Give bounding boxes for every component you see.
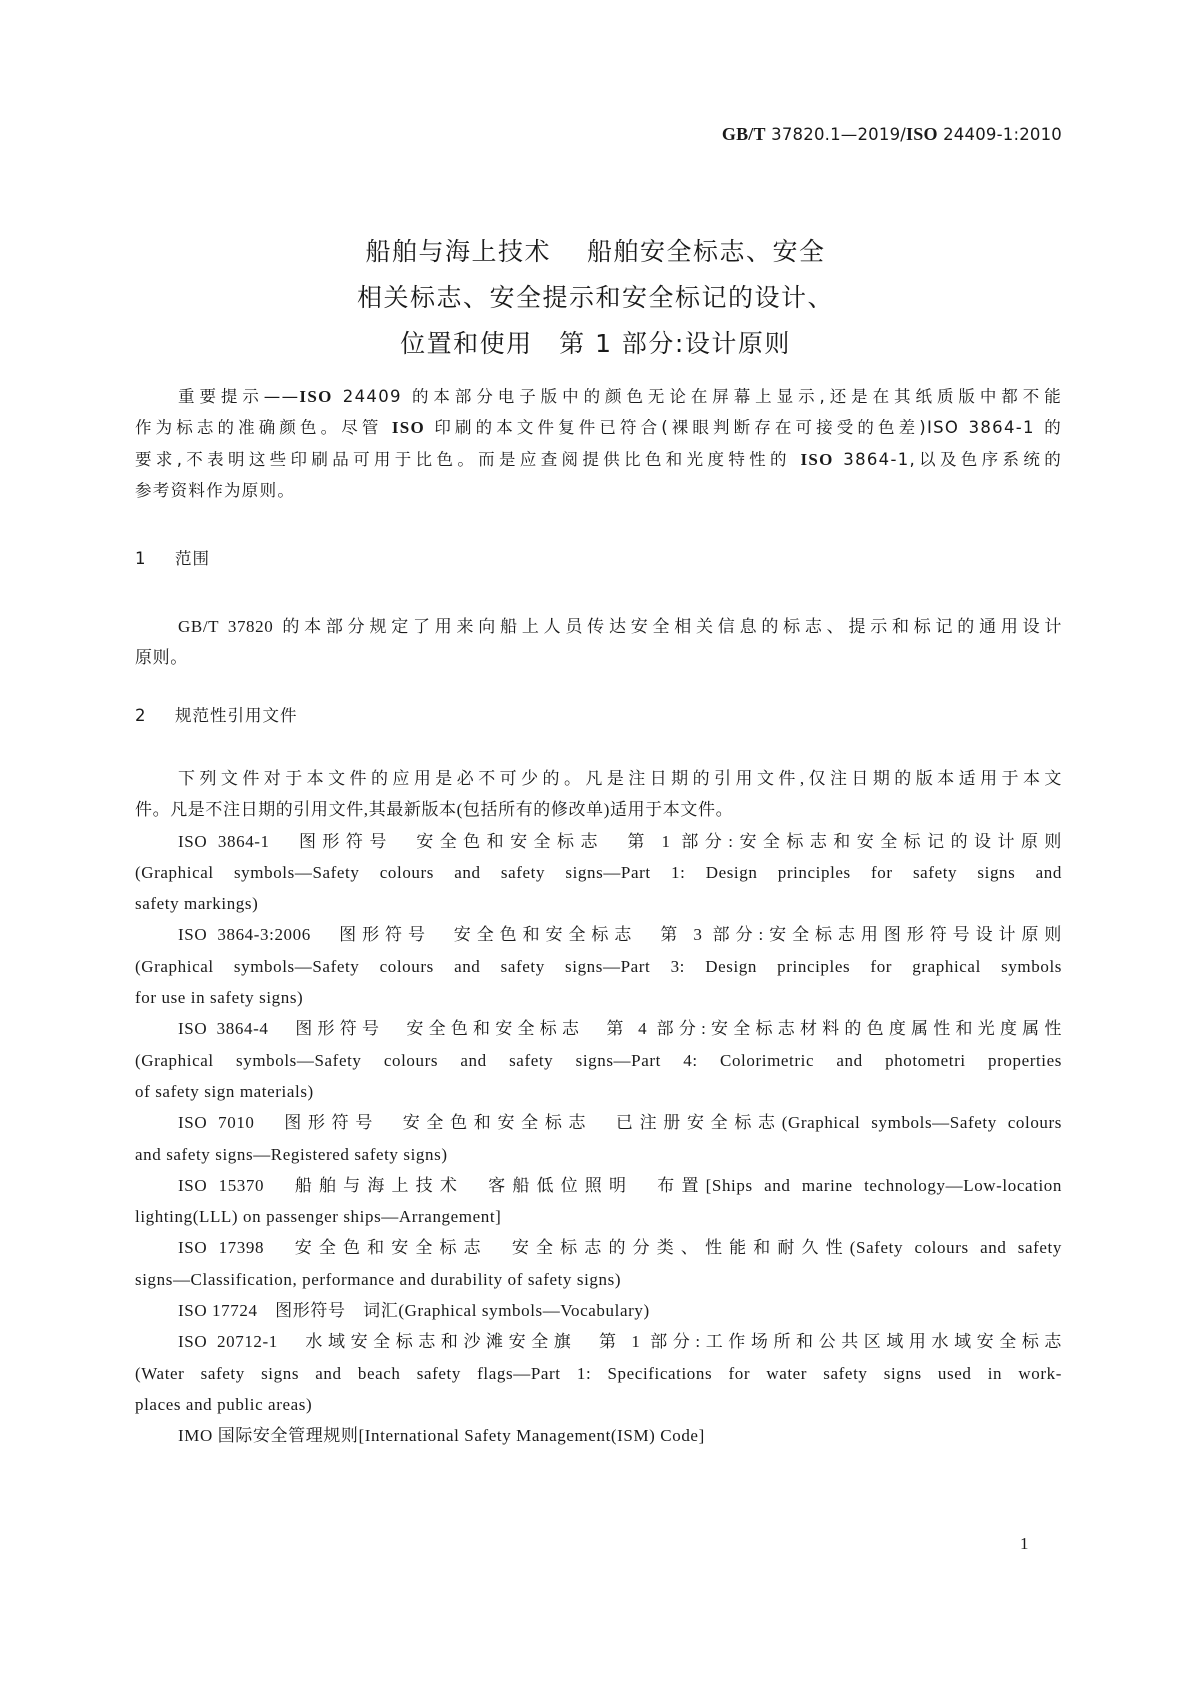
important-note bbox=[135, 381, 1062, 506]
document-title-line-1: 船舶与海上技术 船舶安全标志、安全 bbox=[365, 237, 826, 266]
reference-iso-15370: ISO 15370 船舶与海上技术 客船低位照明 布置[Ships and marine technology—Low-location lighting(LLL) on passenger ships—Arrangement] bbox=[135, 1175, 1062, 1227]
paragraph-line: 件。凡是不注日期的引用文件,其最新版本(包括所有的修改单)适用于本文件。 bbox=[135, 800, 734, 820]
section-number: 2 bbox=[135, 706, 147, 725]
reference-iso-3864-1: ISO 3864-1 图形符号 安全色和安全标志 第 1 部分:安全标志和安全标记的设计原则 (Graphical symbols—Safety colours and safety signs—Part 1: Design principles for safety signs and safety markings) bbox=[135, 831, 1062, 914]
document-title-line-2: 相关标志、安全提示和安全标记的设计、 bbox=[356, 283, 834, 312]
normative-references bbox=[135, 763, 1062, 1452]
page-number: 1 bbox=[1020, 1534, 1029, 1553]
section-title: 规范性引用文件 bbox=[175, 706, 298, 725]
reference-iso-17398: ISO 17398 安全色和安全标志 安全标志的分类、性能和耐久性(Safety colours and safety signs—Classification, performance and durability of safety signs) bbox=[135, 1238, 1062, 1289]
running-header bbox=[722, 124, 1062, 145]
reference-imo-ism-code: IMO 国际安全管理规则[International Safety Management(ISM) Code] bbox=[178, 1426, 705, 1446]
header-standard-prefix: GB/T bbox=[721, 124, 766, 144]
header-iso-prefix: ISO bbox=[906, 124, 938, 144]
note-line: 作为标志的准确颜色。尽管 ISO 印刷的本文件复件已符合(裸眼判断存在可接受的色差)ISO 3864-1 的 bbox=[135, 418, 1062, 438]
reference-iso-7010: ISO 7010 图形符号 安全色和安全标志 已注册安全标志(Graphical symbols—Safety colours and safety signs—Registered safety signs) bbox=[135, 1113, 1062, 1164]
header-standard-number: 37820.1—2019/ bbox=[765, 125, 907, 144]
paragraph-line: GB/T 37820 的本部分规定了用来向船上人员传达安全相关信息的标志、提示和标记的通用设计 bbox=[178, 617, 1062, 636]
section-heading-scope bbox=[135, 545, 210, 569]
reference-iso-3864-4: ISO 3864-4 图形符号 安全色和安全标志 第 4 部分:安全标志材料的色度属性和光度属性 (Graphical symbols—Safety colours and safety signs—Part 4: Colorimetric and photometri properties of safety sign materials) bbox=[135, 1019, 1062, 1101]
document-title-line-3: 位置和使用 第 1 部分:设计原则 bbox=[400, 329, 791, 358]
note-line: 重要提示——ISO 24409 的本部分电子版中的颜色无论在屏幕上显示,还是在其纸质版中都不能 bbox=[178, 387, 1062, 406]
scope-paragraph bbox=[135, 611, 1062, 674]
header-iso-number: 24409-1:2010 bbox=[937, 125, 1062, 144]
note-line: 参考资料作为原则。 bbox=[135, 480, 296, 500]
reference-iso-3864-3: ISO 3864-3:2006 图形符号 安全色和安全标志 第 3 部分:安全标志用图形符号设计原则 (Graphical symbols—Safety colours and safety signs—Part 3: Design principles for graphical symbols for use in safety signs) bbox=[135, 925, 1062, 1008]
note-line: 要求,不表明这些印刷品可用于比色。而是应查阅提供比色和光度特性的 ISO 3864-1,以及色序系统的 bbox=[135, 449, 1062, 469]
section-heading-normative-references bbox=[135, 702, 298, 726]
reference-iso-17724: ISO 17724 图形符号 词汇(Graphical symbols—Vocabulary) bbox=[178, 1301, 650, 1321]
paragraph-line: 原则。 bbox=[135, 648, 188, 668]
section-title: 范围 bbox=[175, 549, 210, 568]
reference-iso-20712-1: ISO 20712-1 水域安全标志和沙滩安全旗 第 1 部分:工作场所和公共区域用水域安全标志 (Water safety signs and beach safety flags—Part 1: Specifications for water safety signs used in work- places and public areas) bbox=[135, 1332, 1062, 1414]
section-number: 1 bbox=[135, 549, 147, 568]
paragraph-line: 下列文件对于本文件的应用是必不可少的。凡是注日期的引用文件,仅注日期的版本适用于本文 bbox=[178, 769, 1062, 788]
